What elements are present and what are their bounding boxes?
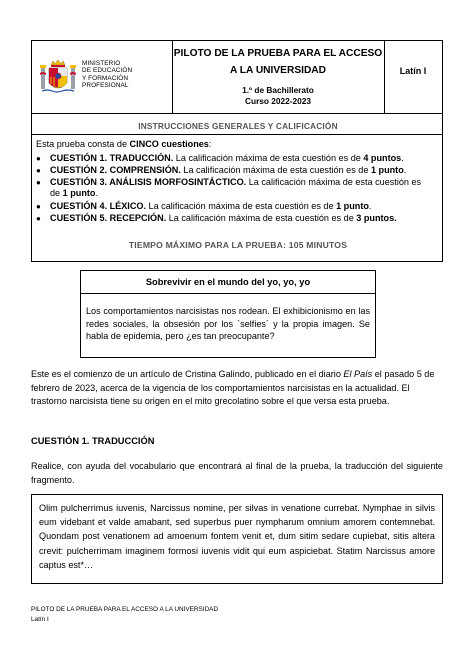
question-points: 1 punto (370, 165, 404, 175)
article-divider (81, 293, 375, 294)
question-name: CUESTIÓN 5. RECEPCIÓN. (50, 213, 167, 223)
ministry-name (82, 60, 172, 89)
ministry-line: DE EDUCACIÓN (82, 67, 133, 75)
question-points: 1 punto (336, 201, 369, 211)
question-points: 3 puntos. (356, 213, 397, 223)
question-item (36, 165, 430, 176)
course-label: 1.º de Bachillerato (242, 85, 314, 95)
question-name: CUESTIÓN 3. ANÁLISIS MORFOSINTÁCTICO. (50, 177, 247, 187)
exam-title-cell (172, 41, 385, 113)
article-text: Los comportamientos narcisistas nos rodean. El exhibicionismo en las redes sociales, la obsesión por los `selfies´ y la propia imagen. Se habla de epidemia, pero ¿es tan preocupante? (86, 306, 370, 341)
ministry-line: Y FORMACIÓN PROFESIONAL (82, 74, 129, 89)
question-text: La calificación máxima de esta cuestión es de (173, 153, 364, 163)
footer-subject: Latín I (31, 616, 49, 623)
ministry-cell (32, 41, 173, 113)
question-text: La calificación máxima de esta cuestión es de (166, 213, 357, 223)
time-limit: TIEMPO MÁXIMO PARA LA PRUEBA: 105 MINUTOS (128, 240, 348, 250)
page-footer (31, 605, 218, 625)
subject-cell (384, 41, 442, 113)
intro-prefix: Esta prueba consta de (36, 139, 130, 149)
question-item (36, 153, 430, 164)
intro-suffix: : (208, 139, 212, 149)
context-prefix: Este es el comienzo de un artículo de Cristina Galindo, publicado en el diario (31, 369, 344, 379)
academic-year: Curso 2022-2023 (245, 96, 311, 106)
question-text: La calificación máxima de esta cuestión es de (146, 201, 337, 211)
question-end: . (368, 201, 372, 211)
question-points: 1 punto (62, 188, 96, 198)
question-name: CUESTIÓN 1. TRADUCCIÓN. (50, 153, 174, 163)
section-instruction: Realice, con ayuda del vocabulario que encontrará al final de la prueba, la traducción del siguiente fragmento. (31, 461, 443, 485)
question-name: CUESTIÓN 2. COMPRENSIÓN. (50, 165, 181, 175)
question-end: . (95, 188, 99, 198)
intro-bold: CINCO cuestiones (129, 139, 209, 149)
article-title: Sobrevivir en el mundo del yo, yo, yo (145, 277, 311, 287)
question-points: 4 puntos (363, 153, 402, 163)
section-title: CUESTIÓN 1. TRADUCCIÓN (31, 436, 155, 446)
bullet-icon: ● (36, 178, 41, 187)
question-end: . (401, 153, 404, 163)
context-suffix: el pasado 5 de febrero de 2023, acerca de la vigencia de los comportamientos narcisistas en la actualidad. El trastorno narcisista tiene su origen en el mito grecolatino sobre el que versa esta prueba. (31, 369, 435, 406)
instructions-title: INSTRUCCIONES GENERALES Y CALIFICACIÓN (138, 121, 338, 131)
exam-title-line2: A LA UNIVERSIDAD (229, 65, 327, 76)
question-name: CUESTIÓN 4. LÉXICO. (50, 201, 147, 211)
bullet-icon: ● (36, 202, 41, 211)
bullet-icon: ● (36, 214, 41, 223)
question-item (36, 213, 430, 224)
instructions-box (31, 113, 443, 262)
article-box (80, 270, 376, 358)
bullet-icon: ● (36, 154, 41, 163)
bullet-icon: ● (36, 166, 41, 175)
question-end: . (403, 165, 407, 175)
ministry-line: MINISTERIO (82, 60, 121, 67)
latin-text-box (31, 494, 443, 584)
footer-title: PILOTO DE LA PRUEBA PARA EL ACCESO A LA UNIVERSIDAD (31, 606, 219, 613)
header-table (31, 40, 443, 114)
newspaper-name: El País (343, 369, 373, 379)
question-text: La calificación máxima de esta cuestión es de (180, 165, 371, 175)
question-text: La calificación máxima de esta cuestión es de (50, 177, 422, 198)
subject-label: Latín I (399, 66, 427, 76)
instructions-divider (32, 134, 442, 135)
instructions-intro (36, 139, 211, 149)
context-paragraph (31, 368, 443, 409)
question-item (36, 201, 430, 212)
exam-title-line1: PILOTO DE LA PRUEBA PARA EL ACCESO (173, 48, 383, 59)
latin-text: Olim pulcherrimus iuvenis, Narcissus nomine, per silvas in venatione currebat. Nymphae in silvis eum videbant et valde amabant, sed superbus puer nympharum omnium amorem contemnebat. Quondam post venationem ad amoenum fontem venit et, dum sitim sedare cupiebat, sitis altera crevit: pulcherrimam imaginem formosi iuvenis vidit qui eum aspiciebat. Statim Narcissus amore captus est*… (39, 503, 435, 570)
spain-coat-of-arms-icon (39, 59, 77, 97)
question-item (36, 177, 430, 199)
